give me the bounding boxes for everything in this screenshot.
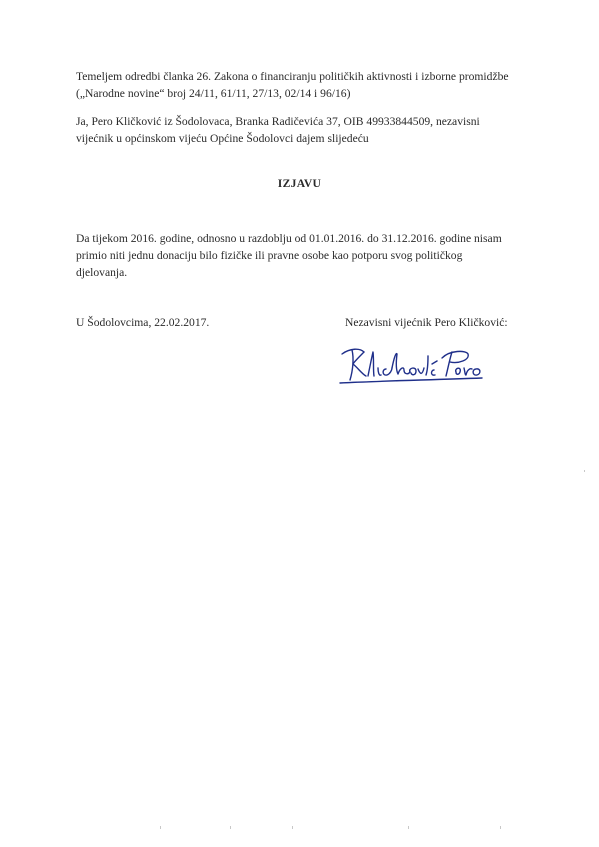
signer-label: Nezavisni vijećnik Pero Kličković: bbox=[345, 316, 508, 329]
scan-mark bbox=[408, 826, 409, 829]
intro-line-2: vijećnik u općinskom vijeću Općine Šodolovci dajem slijedeću bbox=[76, 132, 369, 145]
declaration-paragraph bbox=[76, 230, 530, 281]
intro-paragraph bbox=[76, 113, 530, 147]
scan-mark bbox=[160, 826, 161, 829]
legal-basis-line-2: („Narodne novine“ broj 24/11, 61/11, 27/13, 02/14 i 96/16) bbox=[76, 87, 351, 100]
place-and-date: U Šodolovcima, 22.02.2017. bbox=[76, 316, 210, 329]
declaration-line-1: Da tijekom 2016. godine, odnosno u razdoblju od 01.01.2016. do 31.12.2016. godine nisam bbox=[76, 232, 502, 245]
scan-mark bbox=[500, 826, 501, 829]
scan-mark bbox=[584, 470, 585, 472]
scan-mark bbox=[230, 826, 231, 829]
document-title: IZJAVU bbox=[277, 177, 322, 190]
scan-mark bbox=[292, 826, 293, 829]
intro-line-1: Ja, Pero Kličković iz Šodolovaca, Branka Radičevića 37, OIB 49933844509, nezavisni bbox=[76, 115, 480, 128]
legal-basis-line-1: Temeljem odredbi članka 26. Zakona o financiranju političkih aktivnosti i izborne promidžbe bbox=[76, 70, 509, 83]
declaration-line-2: primio niti jednu donaciju bilo fizičke ili pravne osobe kao potporu svog političkog bbox=[76, 249, 463, 262]
handwritten-signature bbox=[338, 342, 488, 390]
declaration-line-3: djelovanja. bbox=[76, 266, 128, 279]
legal-basis-paragraph bbox=[76, 68, 530, 102]
